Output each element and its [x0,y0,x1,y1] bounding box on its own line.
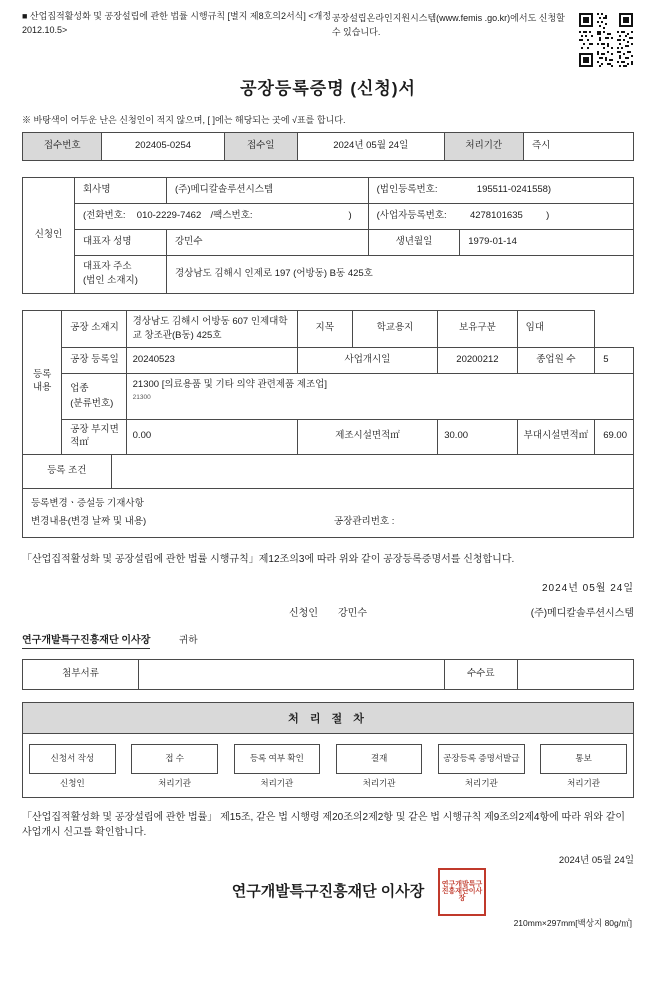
company-value: (주)메디칼솔루션시스템 [167,178,369,204]
factory-address-value: 경상남도 김해시 어방동 607 인제대학교 창조관(B동) 425호 [126,310,297,348]
emp-label: 종업원 수 [517,348,595,374]
table-row [23,454,634,488]
table-row [23,204,634,230]
applicant-corp-name: (주)메디칼솔루션시스템 [530,607,634,619]
biz-no-value: 4278101635 [469,210,523,222]
ceo-label: 대표자 성명 [75,230,167,256]
attachment-docs-label: 첨부서류 [23,659,139,689]
process-step-caption: 신청인 [60,777,85,788]
biz-type-value: 21300 [의료용품 및 기타 의약 관련제품 제조업] 21300 [126,374,633,420]
fee-value [517,659,633,689]
table-row [23,256,634,294]
process-step-caption: 처리기관 [260,777,294,788]
process-step-box: 등록 여부 확인 [234,744,321,774]
process-step-caption: 처리기관 [158,777,192,788]
document-header [22,10,634,68]
legal-statement: 「산업집적활성화 및 공장설립에 관한 법률 시행규칙」제12조의3에 따라 위와 같이 공장등록증명서를 신청합니다. [22,553,515,565]
address-label: 대표자 주소 (법인 소재지) [75,256,167,294]
biz-no-label: (사업자등록번호: [376,210,447,222]
applicant-section-label: 신청인 [23,178,75,294]
attachment-docs-value [139,659,445,689]
page-title: 공장등록증명 (신청)서 [240,79,416,98]
fax-label: /팩스번호: [210,210,253,222]
ceo-value: 강민수 [167,230,369,256]
process-step-box: 접 수 [131,744,218,774]
corp-no-label: (법인등록번호: [376,184,438,196]
applicant-sign-label: 신청인 [289,607,318,619]
aux-area-value: 69.00 [595,420,634,455]
condition-table [22,454,634,489]
table-row [23,133,634,161]
signature-date: 2024년 05월 24일 [541,582,634,594]
condition-value [111,454,633,488]
accept-date-value: 2024년 05월 24일 [297,133,444,161]
process-title: 처 리 절 차 [22,702,634,734]
tel-value: 010-2229-7462 [136,210,202,222]
table-row [23,420,634,455]
condition-label: 등록 조건 [23,454,112,488]
process-step [234,744,321,789]
footer-legal-note: 「산업집적활성화 및 공장설립에 관한 법률」 제15조, 같은 법 시행령 제20조의2제2항 및 같은 법 시행규칙 제9조의2제4항에 따라 위와 같이 사업개시 신고를 확인합니다. [22,811,626,838]
reg-date-value: 20240523 [126,348,297,374]
land-label: 지목 [297,310,352,348]
change-info-box [22,489,634,538]
form-notice: ※ 바탕색이 어두운 난은 신청인이 적지 않으며, [ ]에는 해당되는 곳에 √표를 합니다. [22,115,346,125]
tel-fax-field [75,204,369,230]
accept-period-value: 즉시 [523,133,633,161]
online-system-note: 공장설립온라인지원시스템(www.femis .go.kr)에서도 신청할 수 있습니다. [331,13,565,37]
addressee-name: 연구개발특구진흥재단 이사장 [22,631,150,649]
birth-label: 생년월일 [368,230,460,256]
reg-date-label: 공장 등록일 [62,348,126,374]
mfg-area-value: 30.00 [438,420,517,455]
addressee-suffix: 귀하 [179,634,198,646]
accept-date-label: 접수일 [224,133,297,161]
process-step-box: 통보 [540,744,627,774]
table-row [23,230,634,256]
form-reference [22,10,332,37]
fee-label: 수수료 [444,659,517,689]
attachment-table [22,659,634,690]
tenure-value: 임대 [517,310,595,348]
land-value: 학교용지 [352,310,438,348]
issuer-name: 연구개발특구진흥재단 이사장 [231,882,425,900]
process-step [438,744,525,789]
corp-no-field [368,178,633,204]
form-reference-text: ■ 산업집적활성화 및 공장설립에 관한 법률 시행규칙 [별지 제8호의2서식] <개정 2012.10.5> [22,11,332,35]
paper-spec-note: 210mm×297mm[백상지 80g/㎡] [513,917,632,928]
process-step [29,744,116,789]
fax-value: ) [348,210,352,222]
table-row [23,310,634,348]
table-row [23,178,634,204]
tenure-label: 보유구분 [438,310,517,348]
process-step-caption: 처리기관 [464,777,498,788]
birth-value: 1979-01-14 [460,230,634,256]
process-step-caption: 처리기관 [567,777,601,788]
biz-no-close: ) [546,210,550,222]
emp-value: 5 [595,348,634,374]
address-value: 경상남도 김해시 인제로 197 (어방동) B동 425호 [167,256,634,294]
start-date-value: 20200212 [438,348,517,374]
process-step [540,744,627,789]
process-step-box: 공장등록 증명서발급 [438,744,525,774]
table-row [23,659,634,689]
change-info-text: 등록변경ㆍ증설등 기재사항 변경내용(변경 날짜 및 내용) [31,497,147,527]
mfg-area-label: 제조시설면적㎡ [297,420,438,455]
qr-code-icon [576,10,634,68]
accept-no-value: 202405-0254 [102,133,224,161]
factory-address-label: 공장 소재지 [62,310,126,348]
process-step-caption: 처리기관 [362,777,396,788]
start-date-label: 사업개시일 [297,348,438,374]
official-seal-icon [438,868,486,916]
addressee-line [22,631,634,649]
process-step-box: 결재 [336,744,423,774]
applicant-sign-name: 강민수 [338,607,367,619]
acceptance-table [22,132,634,161]
accept-no-label: 접수번호 [23,133,102,161]
biz-no-field [368,204,633,230]
applicant-signature-line [22,604,634,619]
applicant-table [22,177,634,294]
process-step [131,744,218,789]
footer-date: 2024년 05월 24일 [558,854,634,866]
factory-mgmt-no: 공장관리번호 : [334,515,395,527]
seal-text: 연구개발특구진흥재단이사장 [441,880,483,903]
corp-no-value: 195511-0241558) [476,184,552,196]
biz-type-code: 21300 [132,393,151,401]
signature-area [22,579,634,649]
aux-area-label: 부대시설면적㎡ [517,420,595,455]
table-row [23,374,634,420]
biz-type-label: 업종 (분류번호) [62,374,126,420]
table-row [23,348,634,374]
registration-table [22,310,634,455]
tel-label: (전화번호: [83,210,126,222]
process-step-box: 신청서 작성 [29,744,116,774]
company-label: 회사명 [75,178,167,204]
issuer-line [22,880,634,901]
accept-period-label: 처리기간 [444,133,523,161]
process-flow [22,734,634,798]
process-step [336,744,423,789]
site-area-value: 0.00 [126,420,297,455]
registration-section-label: 등록 내용 [23,310,62,454]
site-area-label: 공장 부지면적㎡ [62,420,126,455]
